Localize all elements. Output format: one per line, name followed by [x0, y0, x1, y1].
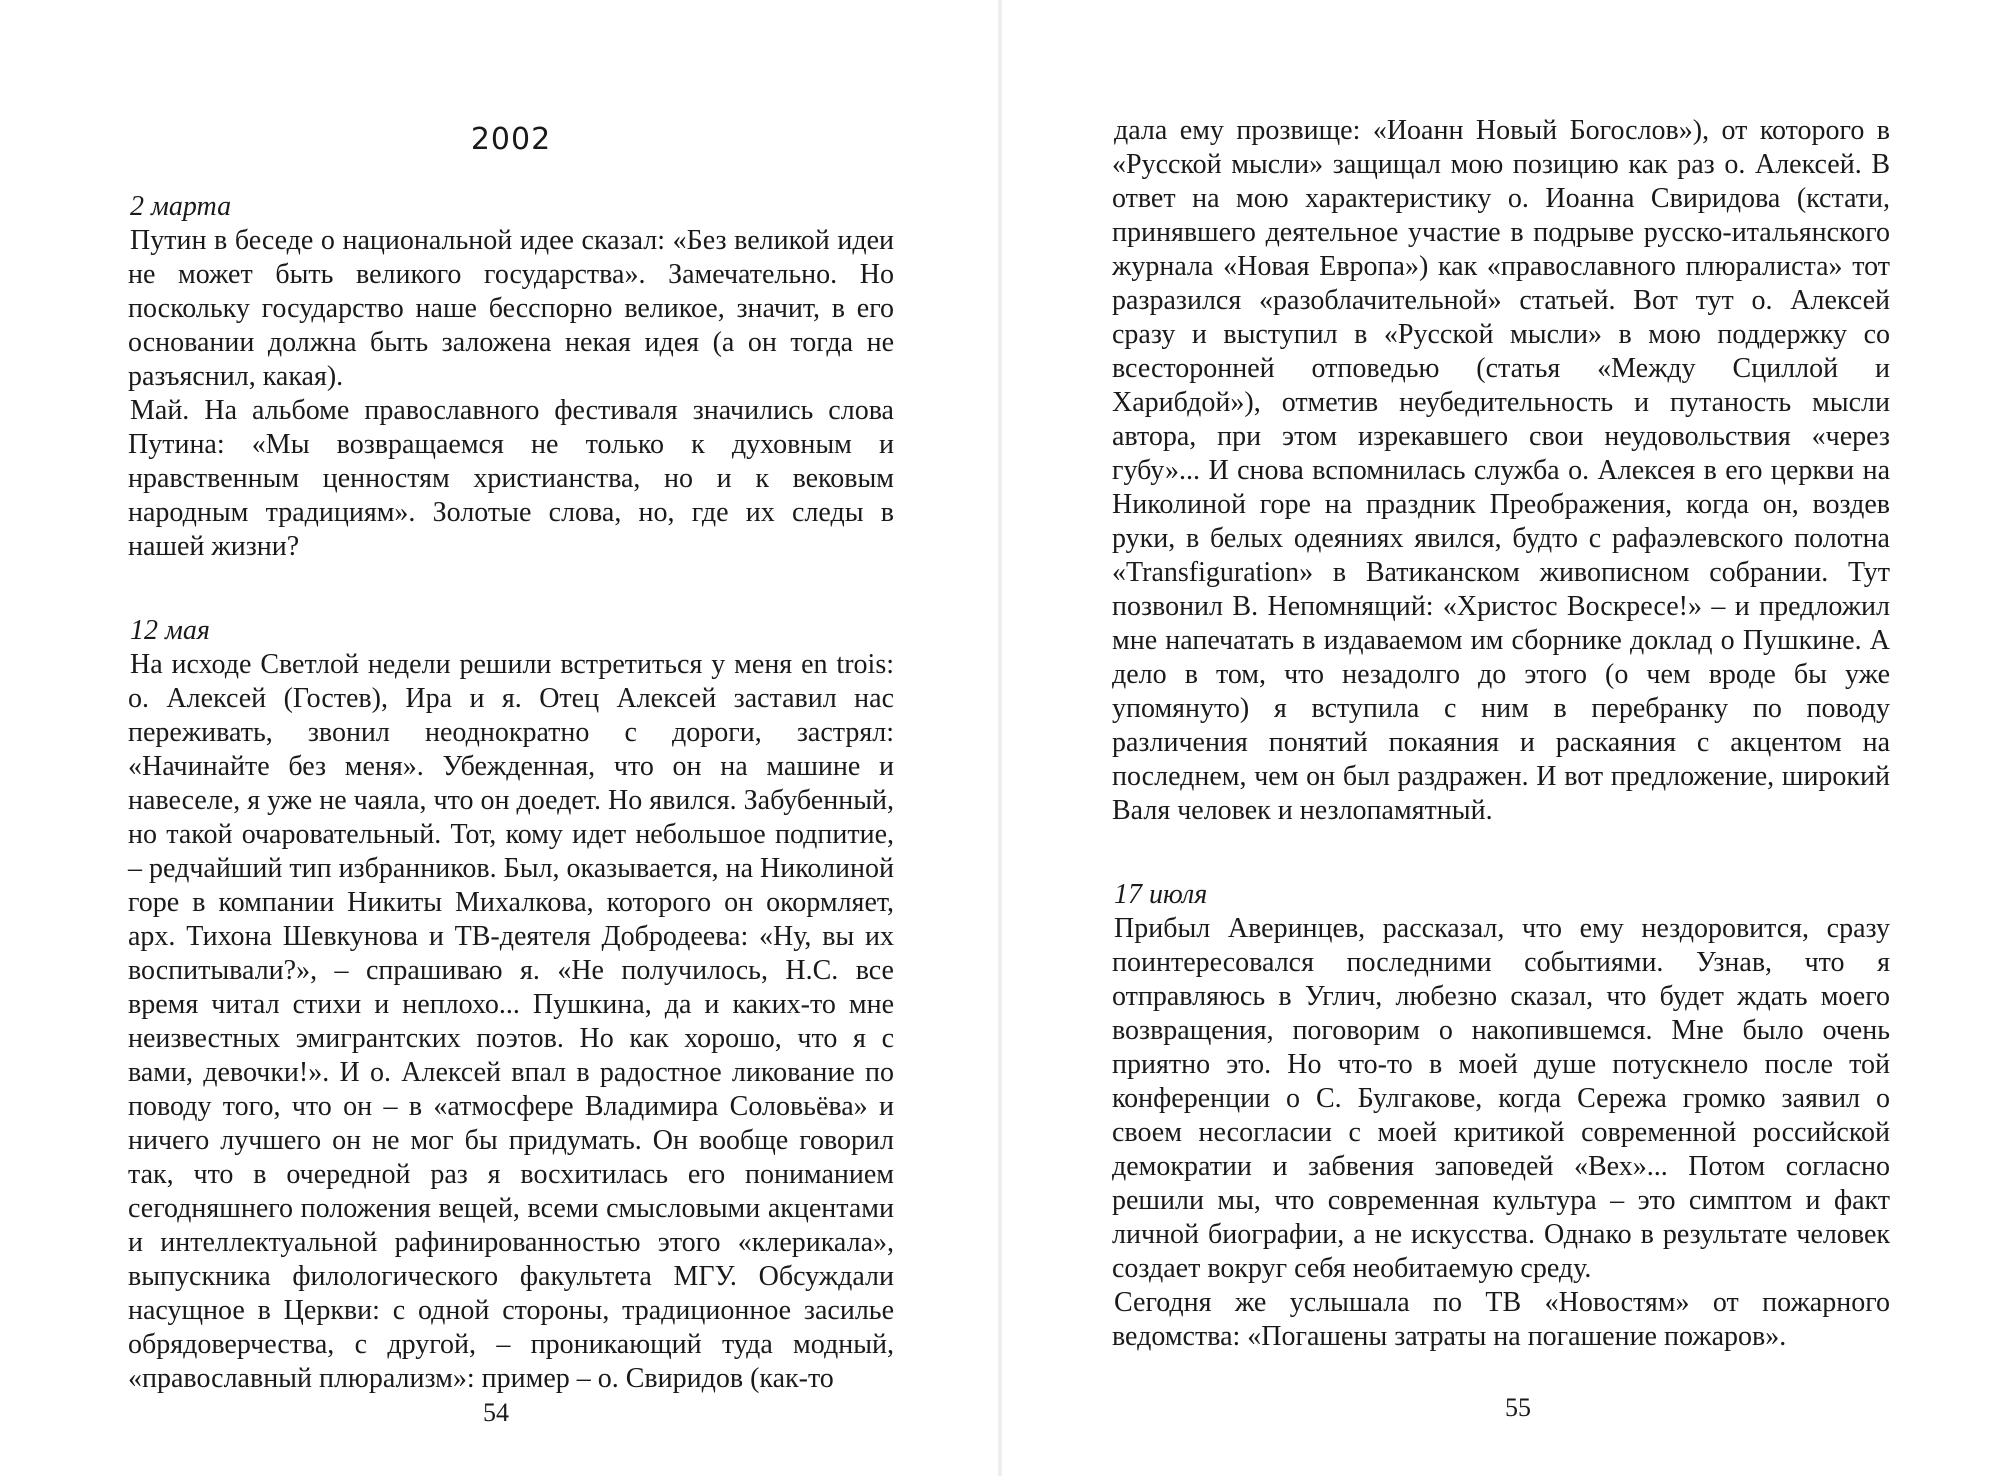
- paragraph: Путин в беседе о национальной идее сказал: «Без великой идеи не может быть великого государства». Замечательно. Но поскольку государство наше бесспорно великое, значит, в его основании должна быть заложена некая идея (а он тогда не разъяснил, какая).: [128, 225, 894, 392]
- entry-date: 17 июля: [1114, 879, 1208, 910]
- page-number: 55: [1505, 1393, 1531, 1422]
- entry-date: 12 мая: [130, 615, 210, 646]
- right-page-text: [1112, 114, 1890, 1354]
- paragraph: Прибыл Аверинцев, рассказал, что ему нездоровится, сразу поинтересовался последними событиями. Узнав, что я отправляюсь в Углич, любезно сказал, что будет ждать моего возвращения, поговорим о накопившемся. Мне было очень приятно это. Но что-то в моей душе потускнело после той конференции о С. Булгакове, когда Сережа громко заявил о своем несогласии с моей критикой современной российской демократии и забвения заповедей «Вех»... Потом согласно решили мы, что современная культура – это симптом и факт личной биографии, а не искусства. Однако в результате человек создает вокруг себя необитаемую среду.: [1112, 913, 1890, 1284]
- entry-date: 2 марта: [130, 191, 232, 222]
- paragraph: На исходе Светлой недели решили встретиться у меня en trois: о. Алексей (Гостев), Ира и я. Отец Алексей заставил нас переживать, звонил неоднократно с дороги, застрял: «Начинайте без меня». Убежденная, что он на машине и навеселе, я уже не чаяла, что он доедет. Но явился. Забубенный, но такой очаровательный. Тот, кому идет небольшое подпитие, – редчайший тип избранников. Был, оказывается, на Николиной горе в компании Никиты Михалкова, которого он окормляет, арх. Тихона Шевкунова и ТВ-деятеля Добродеева: «Ну, вы их воспитывали?», – спрашиваю я. «Не получилось, Н.С. все время читал стихи и неплохо... Пушкина, да и каких-то мне неизвестных эмигрантских поэтов. Но как хорошо, что я с вами, девочки!». И о. Алексей впал в радостное ликование по поводу того, что он – в «атмосфере Владимира Соловьёва» и ничего лучшего он не мог бы придумать. Он вообще говорил так, что в очередной раз я восхитилась его пониманием сегодняшнего положения вещей, всеми смысловыми акцентами и интеллектуальной рафинированностью этого «клерикала», выпускника филологического факультета МГУ. Обсуждали насущное в Церкви: с одной стороны, традиционное засилье обрядоверчества, с другой, – проникающий туда модный, «православный плюрализм»: пример – о. Свиридов (как-то: [128, 649, 894, 1394]
- left-page-text: [128, 190, 894, 1396]
- page-number: 54: [483, 1398, 509, 1427]
- paragraph: Сегодня же услышала по ТВ «Новостям» от пожарного ведомства: «Погашены затраты на погашение пожаров».: [1112, 1287, 1890, 1352]
- paragraph: Май. На альбоме православного фестиваля значились слова Путина: «Мы возвращаемся не только к духовным и нравственным ценностям христианства, но и к вековым народным традициям». Золотые слова, но, где их следы в нашей жизни?: [128, 395, 894, 562]
- paragraph: дала ему прозвище: «Иоанн Новый Богослов»), от которого в «Русской мысли» защищал мою позицию как раз о. Алексей. В ответ на мою характеристику о. Иоанна Свиридова (кстати, принявшего деятельное участие в подрыве русско-итальянского журнала «Новая Европа») как «православного плюралиста» тот разразился «разоблачительной» статьей. Вот тут о. Алексей сразу и выступил в «Русской мысли» в мою поддержку со всесторонней отповедью (статья «Между Сциллой и Харибдой»), отметив неубедительность и путаность мысли автора, при этом изрекавшего свои неудовольствия «через губу»... И снова вспомнилась служба о. Алексея в его церкви на Николиной горе на праздник Преображения, когда он, воздев руки, в белых одеяниях явился, будто с рафаэлевского полотна «Transfiguration» в Ватиканском живописном собрании. Тут позвонил В. Непомнящий: «Христос Воскресе!» – и предложил мне напечатать в издаваемом им сборнике доклад о Пушкине. А дело в том, что незадолго до этого (о чем вроде бы уже упомянуто) я вступила с ним в перебранку по поводу различения понятий покаяния и раскаяния с акцентом на последнем, чем он был раздражен. И вот предложение, широкий Валя человек и незлопамятный.: [1112, 115, 1890, 826]
- right-page: [1000, 0, 2000, 1476]
- year-heading: 2002: [470, 122, 552, 157]
